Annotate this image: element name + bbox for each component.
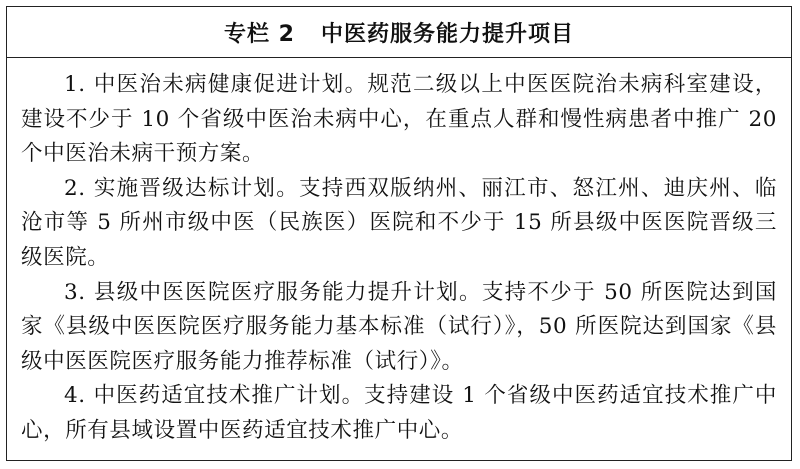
- paragraph-health-promotion: 1. 中医治未病健康促进计划。规范二级以上中医医院治未病科室建设，建设不少于 10 个省级中医治未病中心，在重点人群和慢性病患者中推广 20 个中医治未病干预方案。: [21, 72, 777, 167]
- paragraph-technique-promotion: 4. 中医药适宜技术推广计划。支持建设 1 个省级中医药适宜技术推广中心，所有县域设置中医药适宜技术推广中心。: [21, 383, 777, 443]
- paragraph-county-hospital: 3. 县级中医医院医疗服务能力提升计划。支持不少于 50 所医院达到国家《县级中医医院医疗服务能力基本标准（试行）》，50 所医院达到国家《县级中医医院医疗服务能力推荐标准（试行）》。: [21, 279, 777, 374]
- column-label: 专栏 2: [224, 21, 295, 47]
- column-content: [7, 58, 791, 449]
- column-header: [7, 7, 791, 58]
- paragraph-upgrade-plan: 2. 实施晋级达标计划。支持西双版纳州、丽江市、怒江州、迪庆州、临沧市等 5 所州市级中医（民族医）医院和不少于 15 所县级中医医院晋级三级医院。: [21, 175, 777, 270]
- column-title: 中医药服务能力提升项目: [320, 21, 574, 47]
- column-box: [6, 6, 792, 461]
